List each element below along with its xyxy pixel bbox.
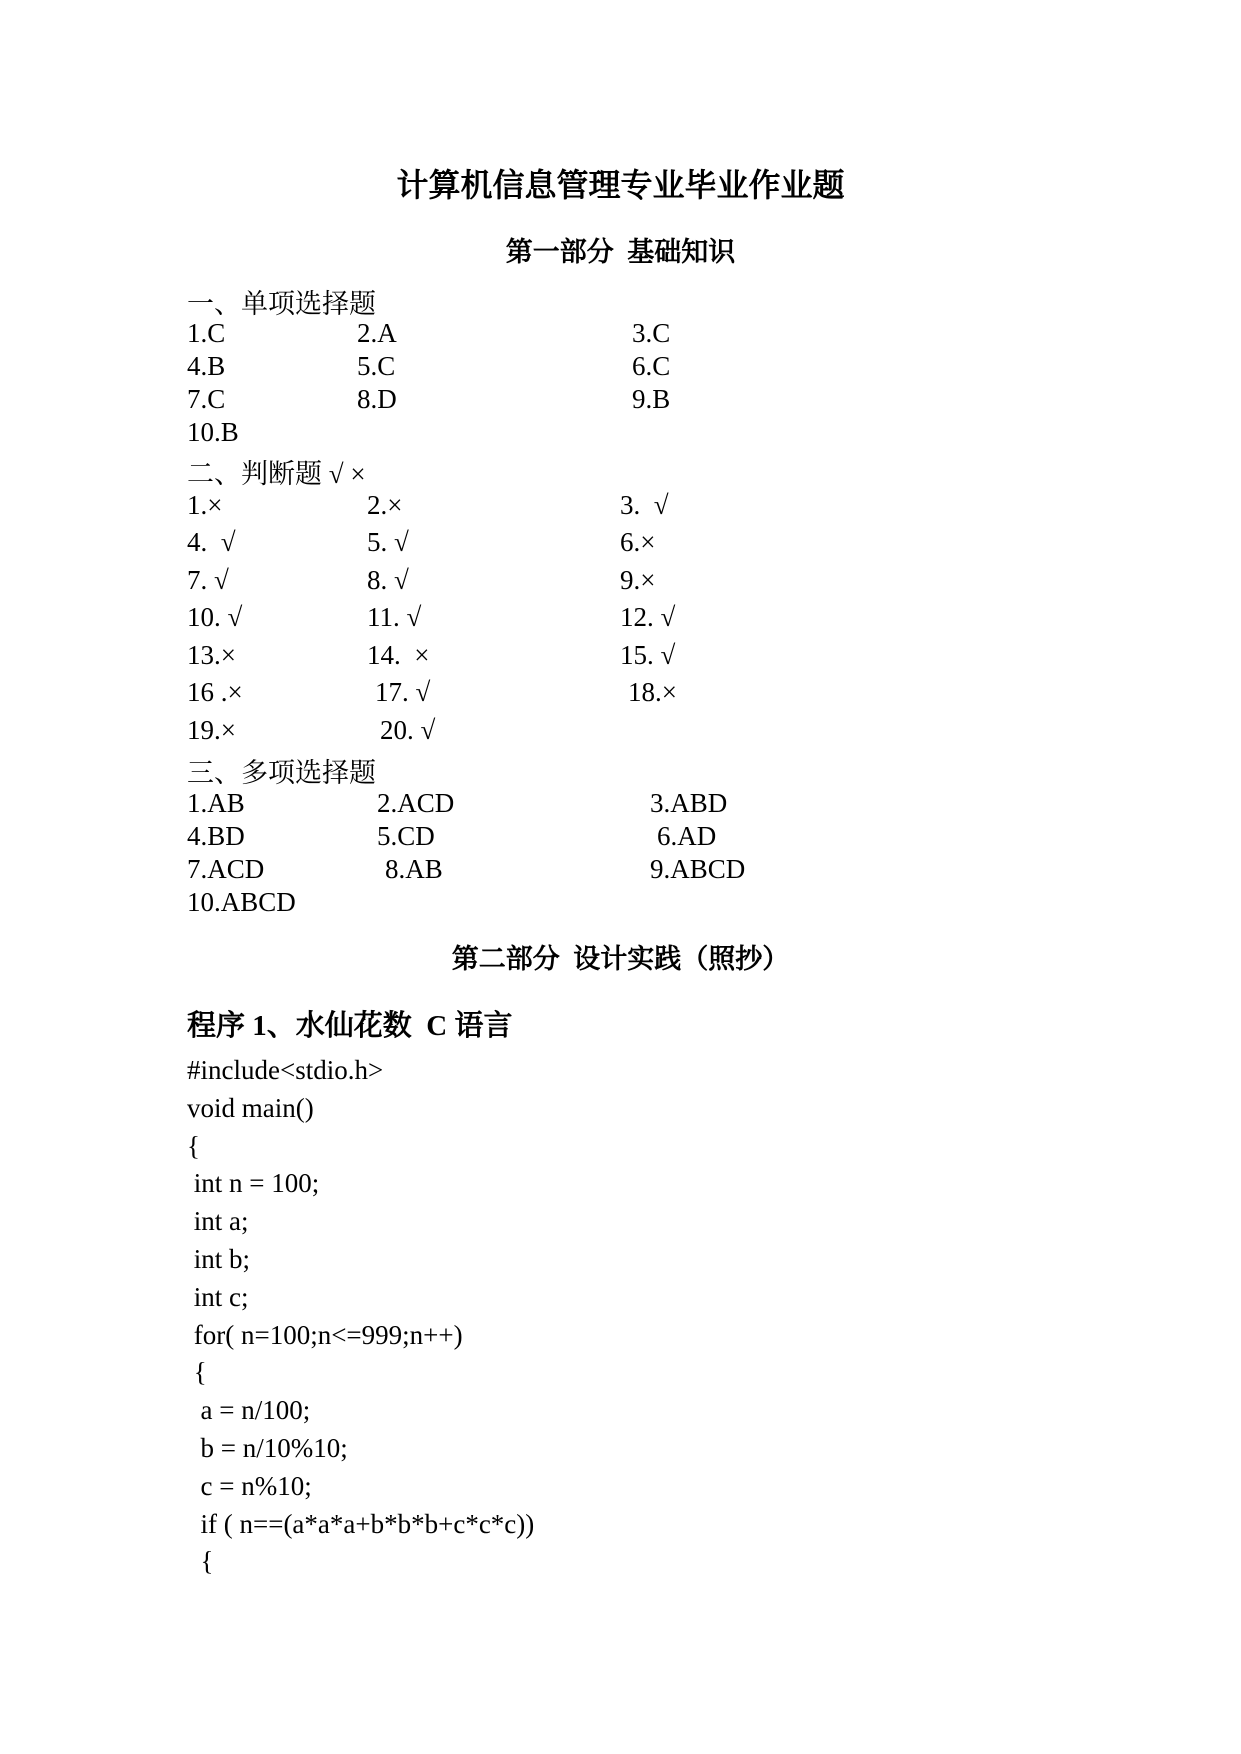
answer-cell: 13.× [187,640,236,670]
section2-heading: 二、判断题 √ × [187,459,366,489]
answer-cell: 10. √ [187,602,243,632]
answer-cell: 15. √ [620,640,676,670]
answer-cell: 5. √ [367,527,409,557]
answer-cell: 5.CD [377,821,435,851]
code-line: a = n/100; [187,1395,311,1426]
answer-cell: 7.C [187,384,226,414]
answer-cell: 9.× [620,565,656,595]
answer-cell: 18.× [628,677,677,707]
answer-cell: 10.B [187,417,239,447]
section1-heading: 一、单项选择题 [187,289,376,319]
answer-cell: 4.BD [187,821,245,851]
answer-cell: 3.C [632,318,671,348]
answer-cell: 8.D [357,384,397,414]
answer-cell: 2.ACD [377,788,455,818]
code-line: int a; [187,1206,249,1237]
answer-cell: 2.A [357,318,397,348]
part1-title: 第一部分 基础知识 [505,237,736,267]
part2-title: 第二部分 设计实践（照抄） [451,944,790,974]
code-line: { [187,1130,200,1161]
document-title: 计算机信息管理专业毕业作业题 [396,167,845,203]
code-line: int n = 100; [187,1168,320,1199]
code-line: b = n/10%10; [187,1432,348,1463]
answer-cell: 12. √ [620,602,676,632]
code-line: if ( n==(a*a*a+b*b*b+c*c*c)) [187,1508,535,1539]
answer-cell: 8.AB [385,854,443,884]
code-block [187,1052,534,1581]
code-line: for( n=100;n<=999;n++) [187,1319,463,1350]
answer-cell: 19.× [187,715,236,745]
answer-cell: 9.ABCD [650,854,746,884]
answer-cell: 7.ACD [187,854,265,884]
answer-cell: 16 .× [187,677,243,707]
section3-heading: 三、多项选择题 [187,758,376,788]
code-line: void main() [187,1092,314,1123]
answer-cell: 3.ABD [650,788,728,818]
code-line: c = n%10; [187,1470,312,1501]
answer-cell: 4. √ [187,527,236,557]
answer-cell: 6.× [620,527,656,557]
answer-cell: 2.× [367,490,403,520]
answer-cell: 6.C [632,351,671,381]
answer-cell: 4.B [187,351,226,381]
answer-cell: 9.B [632,384,671,414]
program1-title: 程序 1、水仙花数 C 语言 [187,1010,513,1042]
code-line: { [187,1546,214,1577]
code-line: int c; [187,1281,249,1312]
answer-cell: 20. √ [380,715,436,745]
answer-cell: 3. √ [620,490,669,520]
code-line: int b; [187,1243,251,1274]
answer-cell: 7. √ [187,565,229,595]
answer-cell: 1.× [187,490,223,520]
answer-cell: 1.C [187,318,226,348]
code-line: #include<stdio.h> [187,1055,384,1085]
answer-cell: 11. √ [367,602,422,632]
answer-cell: 10.ABCD [187,887,296,917]
answer-cell: 6.AD [657,821,717,851]
answer-cell: 8. √ [367,565,409,595]
answer-cell: 5.C [357,351,396,381]
answer-cell: 17. √ [375,677,431,707]
answer-cell: 1.AB [187,788,245,818]
code-line: { [187,1357,207,1388]
answer-cell: 14. × [367,640,430,670]
